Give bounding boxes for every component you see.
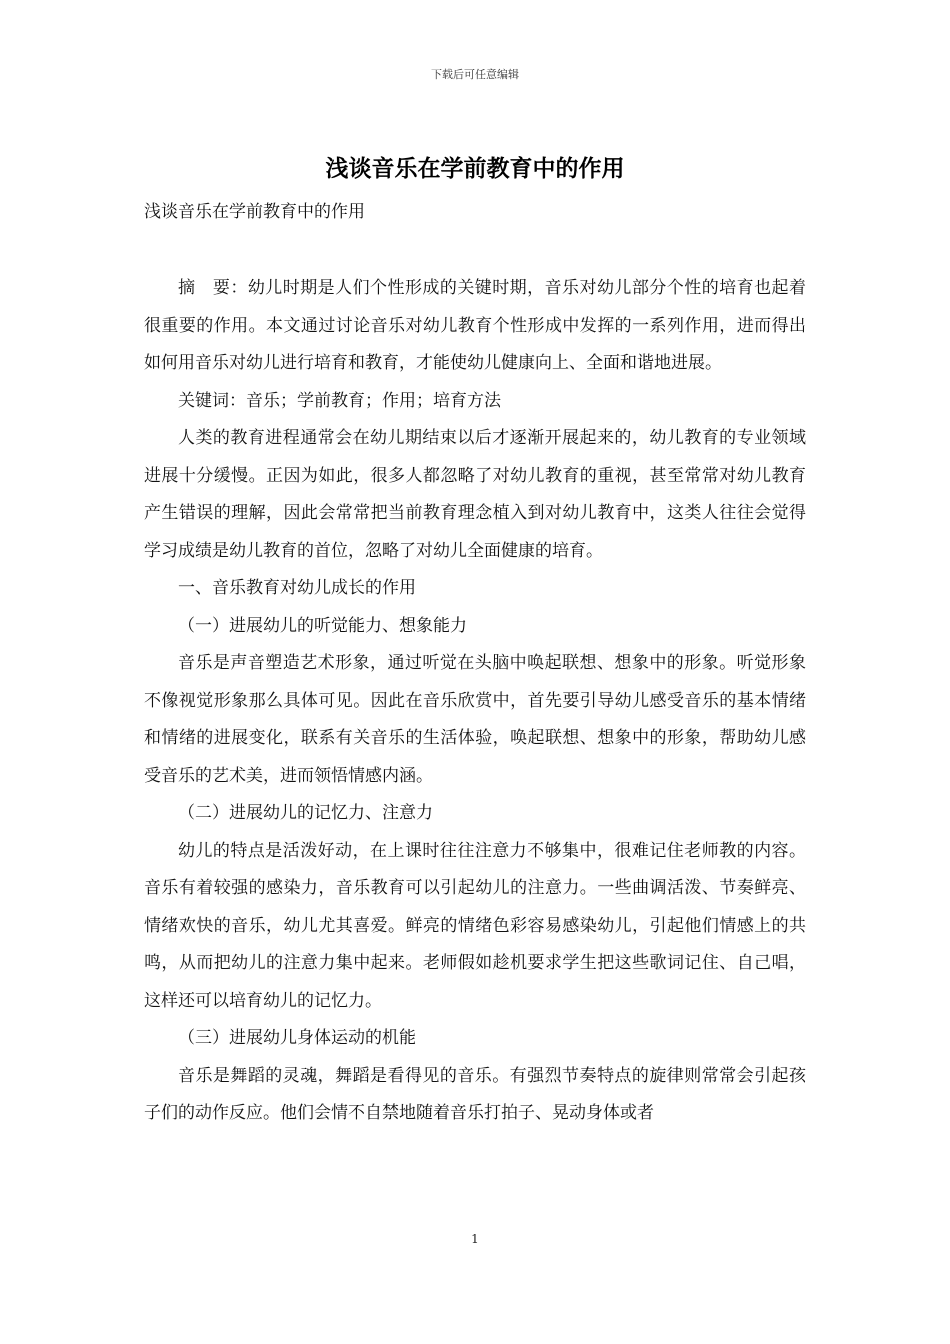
body-paragraph: 音乐是声音塑造艺术形象，通过听觉在头脑中唤起联想、想象中的形象。听觉形象不像视觉形象那么具体可见。因此在音乐欣赏中，首先要引导幼儿感受音乐的基本情绪和情绪的进展变化，联系有关音乐的生活体验，唤起联想、想象中的形象，帮助幼儿感受音乐的艺术美，进而领悟情感内涵。 bbox=[144, 653, 806, 786]
subsection-heading-3: （三）进展幼儿身体运动的机能 bbox=[178, 1028, 416, 1048]
keywords-paragraph: 关键词：音乐；学前教育；作用；培育方法 bbox=[178, 390, 501, 411]
subsection-heading-2: （二）进展幼儿的记忆力、注意力 bbox=[178, 803, 433, 823]
document-body bbox=[144, 196, 806, 1133]
document-subtitle: 浅谈音乐在学前教育中的作用 bbox=[144, 202, 365, 222]
subsection-heading-1: （一）进展幼儿的听觉能力、想象能力 bbox=[178, 615, 467, 636]
intro-paragraph: 人类的教育进程通常会在幼儿期结束以后才逐渐开展起来的，幼儿教育的专业领域进展十分缓慢。正因为如此，很多人都忽略了对幼儿教育的重视，甚至常常对幼儿教育产生错误的理解，因此会常常把当前教育理念植入到对幼儿教育中，这类人往往会觉得学习成绩是幼儿教育的首位，忽略了对幼儿全面健康的培育。 bbox=[144, 428, 806, 561]
body-paragraph: 音乐是舞蹈的灵魂，舞蹈是看得见的音乐。有强烈节奏特点的旋律则常常会引起孩子们的动作反应。他们会情不自禁地随着音乐打拍子、晃动身体或者 bbox=[144, 1065, 806, 1123]
page-number: 1 bbox=[471, 1232, 479, 1246]
section-heading-1: 一、音乐教育对幼儿成长的作用 bbox=[178, 578, 416, 598]
header-note: 下载后可任意编辑 bbox=[431, 68, 519, 81]
body-paragraph: 幼儿的特点是活泼好动，在上课时往往注意力不够集中，很难记住老师教的内容。音乐有着较强的感染力，音乐教育可以引起幼儿的注意力。一些曲调活泼、节奏鲜亮、情绪欢快的音乐，幼儿尤其喜爱。鲜亮的情绪色彩容易感染幼儿，引起他们情感上的共鸣，从而把幼儿的注意力集中起来。老师假如趁机要求学生把这些歌词记住、自己唱，这样还可以培育幼儿的记忆力。 bbox=[144, 840, 806, 1011]
document-title: 浅谈音乐在学前教育中的作用 bbox=[325, 155, 625, 182]
abstract-paragraph: 摘 要：幼儿时期是人们个性形成的关键时期，音乐对幼儿部分个性的培育也起着很重要的作用。本文通过讨论音乐对幼儿教育个性形成中发挥的一系列作用，进而得出如何用音乐对幼儿进行培育和教育，才能使幼儿健康向上、全面和谐地进展。 bbox=[144, 278, 806, 373]
